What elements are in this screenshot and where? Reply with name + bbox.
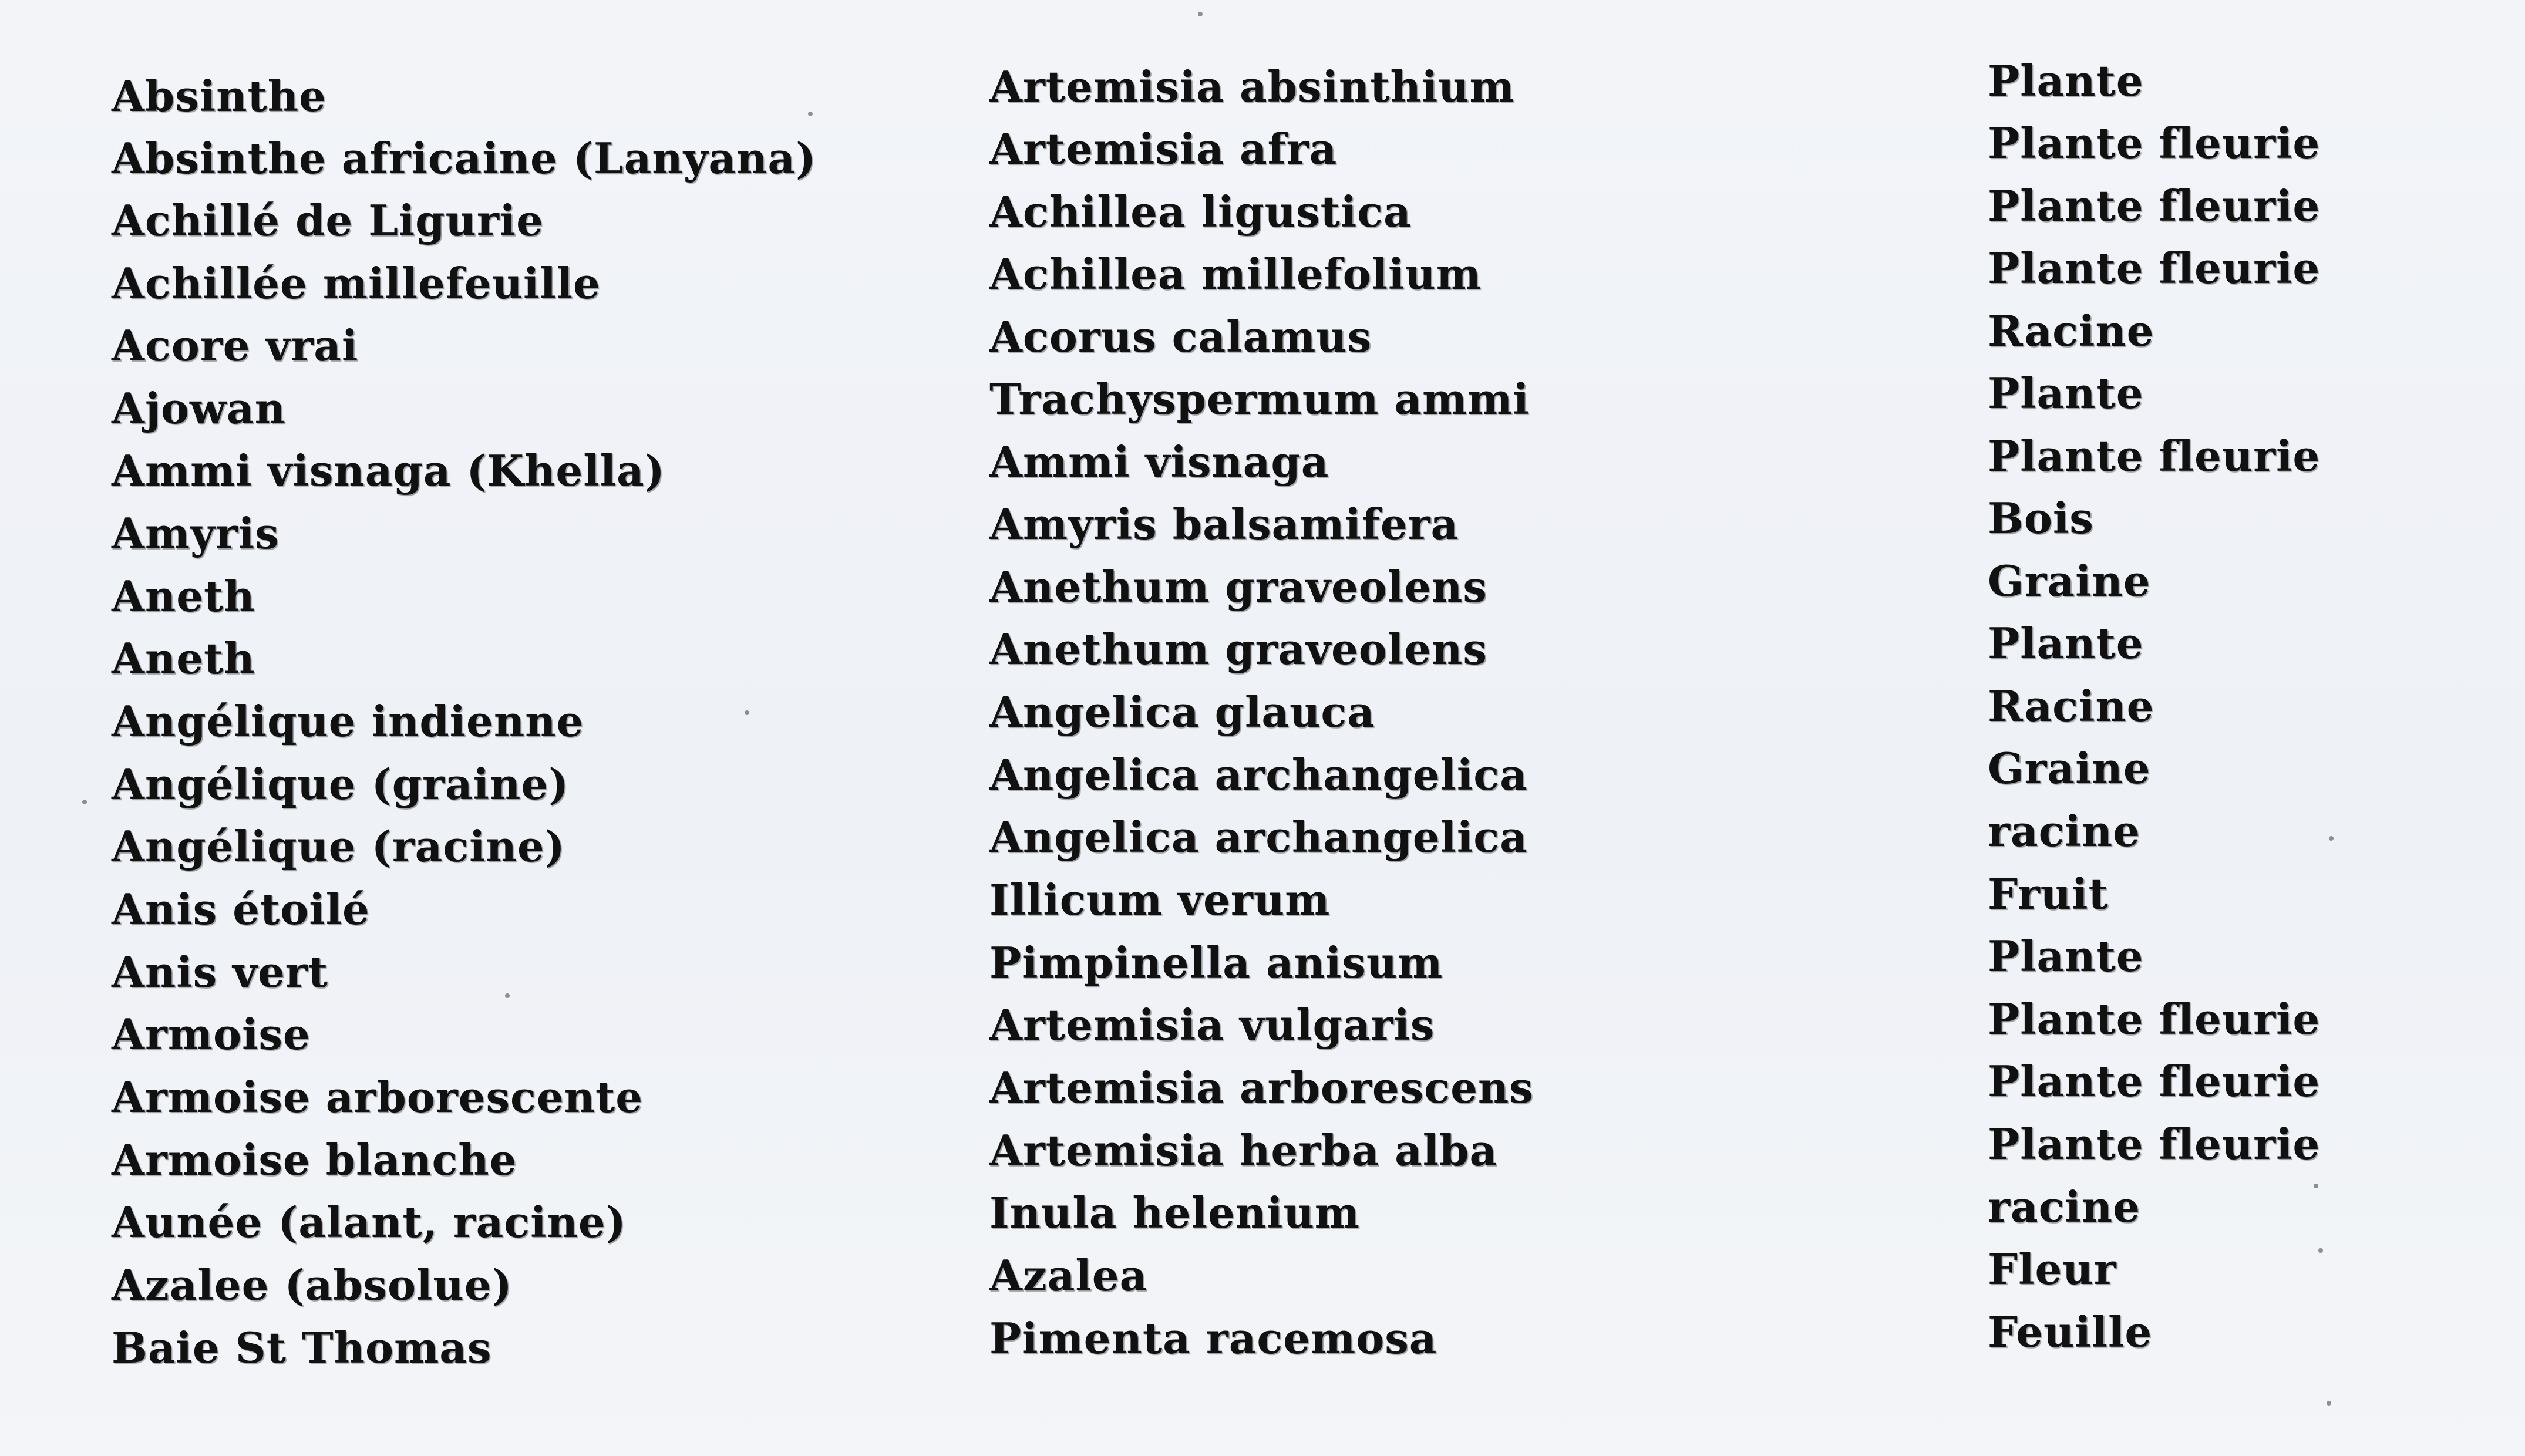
common-name: Aneth xyxy=(112,571,255,621)
scan-speck xyxy=(2318,1248,2323,1253)
plant-part: Plante fleurie xyxy=(1988,118,2321,168)
latin-name: Azalea xyxy=(989,1251,1148,1300)
scan-speck xyxy=(2314,1184,2318,1188)
latin-name: Anethum graveolens xyxy=(989,624,1487,674)
plant-part: Plante xyxy=(1988,56,2144,106)
scan-speck xyxy=(1198,12,1203,16)
common-name: Angélique (graine) xyxy=(112,759,570,809)
latin-name: Achillea millefolium xyxy=(989,249,1482,299)
common-name: Aneth xyxy=(112,633,255,683)
latin-name: Artemisia afra xyxy=(989,124,1338,174)
plant-part: Bois xyxy=(1988,493,2094,543)
plant-part: Graine xyxy=(1988,556,2151,606)
latin-name: Acorus calamus xyxy=(989,312,1372,362)
common-name: Armoise blanche xyxy=(112,1135,517,1185)
latin-name: Angelica glauca xyxy=(989,687,1375,737)
latin-name: Angelica archangelica xyxy=(989,750,1528,800)
plant-part: Plante fleurie xyxy=(1988,181,2321,231)
common-name: Achillée millefeuille xyxy=(112,258,601,308)
common-name: Amyris xyxy=(112,508,280,558)
common-name: Armoise arborescente xyxy=(112,1072,644,1122)
common-name: Achillé de Ligurie xyxy=(112,196,544,245)
plant-part: racine xyxy=(1988,806,2140,856)
latin-name: Anethum graveolens xyxy=(989,562,1487,612)
plant-part: Feuille xyxy=(1988,1307,2153,1357)
common-name: Ammi visnaga (Khella) xyxy=(112,446,665,496)
plant-part: Racine xyxy=(1988,306,2154,356)
scan-speck xyxy=(82,800,87,804)
latin-name: Ammi visnaga xyxy=(989,437,1329,487)
latin-name: Artemisia vulgaris xyxy=(989,1000,1435,1050)
common-name: Absinthe africaine (Lanyana) xyxy=(112,133,817,183)
plant-part: Plante fleurie xyxy=(1988,431,2321,481)
latin-name: Artemisia absinthium xyxy=(989,62,1515,112)
scan-speck xyxy=(505,993,510,998)
scan-speck xyxy=(808,112,813,116)
plant-part: Plante fleurie xyxy=(1988,1056,2321,1106)
common-name: Baie St Thomas xyxy=(112,1323,492,1373)
plant-part: Plante fleurie xyxy=(1988,243,2321,293)
plant-part: Fruit xyxy=(1988,869,2109,919)
common-name: Angélique (racine) xyxy=(112,821,565,871)
common-name: Absinthe xyxy=(112,71,326,121)
common-name: Acore vrai xyxy=(112,321,359,370)
plant-part: Plante xyxy=(1988,931,2144,981)
latin-name: Artemisia herba alba xyxy=(989,1125,1498,1175)
plant-part: Plante xyxy=(1988,618,2144,668)
plant-part: Plante xyxy=(1988,368,2144,418)
common-name: Armoise xyxy=(112,1009,311,1059)
latin-name: Pimenta racemosa xyxy=(989,1313,1437,1363)
latin-name: Angelica archangelica xyxy=(989,812,1528,862)
latin-name: Trachyspermum ammi xyxy=(989,374,1530,424)
plant-part: Racine xyxy=(1988,681,2154,731)
plant-part: racine xyxy=(1988,1182,2140,1232)
latin-name: Pimpinella anisum xyxy=(989,938,1443,987)
common-name: Aunée (alant, racine) xyxy=(112,1197,627,1247)
latin-name: Inula helenium xyxy=(989,1188,1360,1238)
latin-name: Achillea ligustica xyxy=(989,187,1412,237)
plant-part: Plante fleurie xyxy=(1988,1119,2321,1169)
common-name: Angélique indienne xyxy=(112,696,584,746)
latin-name: Amyris balsamifera xyxy=(989,499,1459,549)
scan-speck xyxy=(2327,1401,2331,1406)
plant-part: Graine xyxy=(1988,743,2151,793)
plant-part: Plante fleurie xyxy=(1988,994,2321,1044)
scan-speck xyxy=(745,710,749,715)
latin-name: Illicum verum xyxy=(989,875,1331,925)
latin-name: Artemisia arborescens xyxy=(989,1063,1534,1113)
plant-part: Fleur xyxy=(1988,1244,2117,1294)
common-name: Anis vert xyxy=(112,947,328,997)
common-name: Ajowan xyxy=(112,383,286,433)
common-name: Anis étoilé xyxy=(112,884,370,934)
scan-speck xyxy=(2329,836,2334,841)
common-name: Azalee (absolue) xyxy=(112,1260,513,1310)
